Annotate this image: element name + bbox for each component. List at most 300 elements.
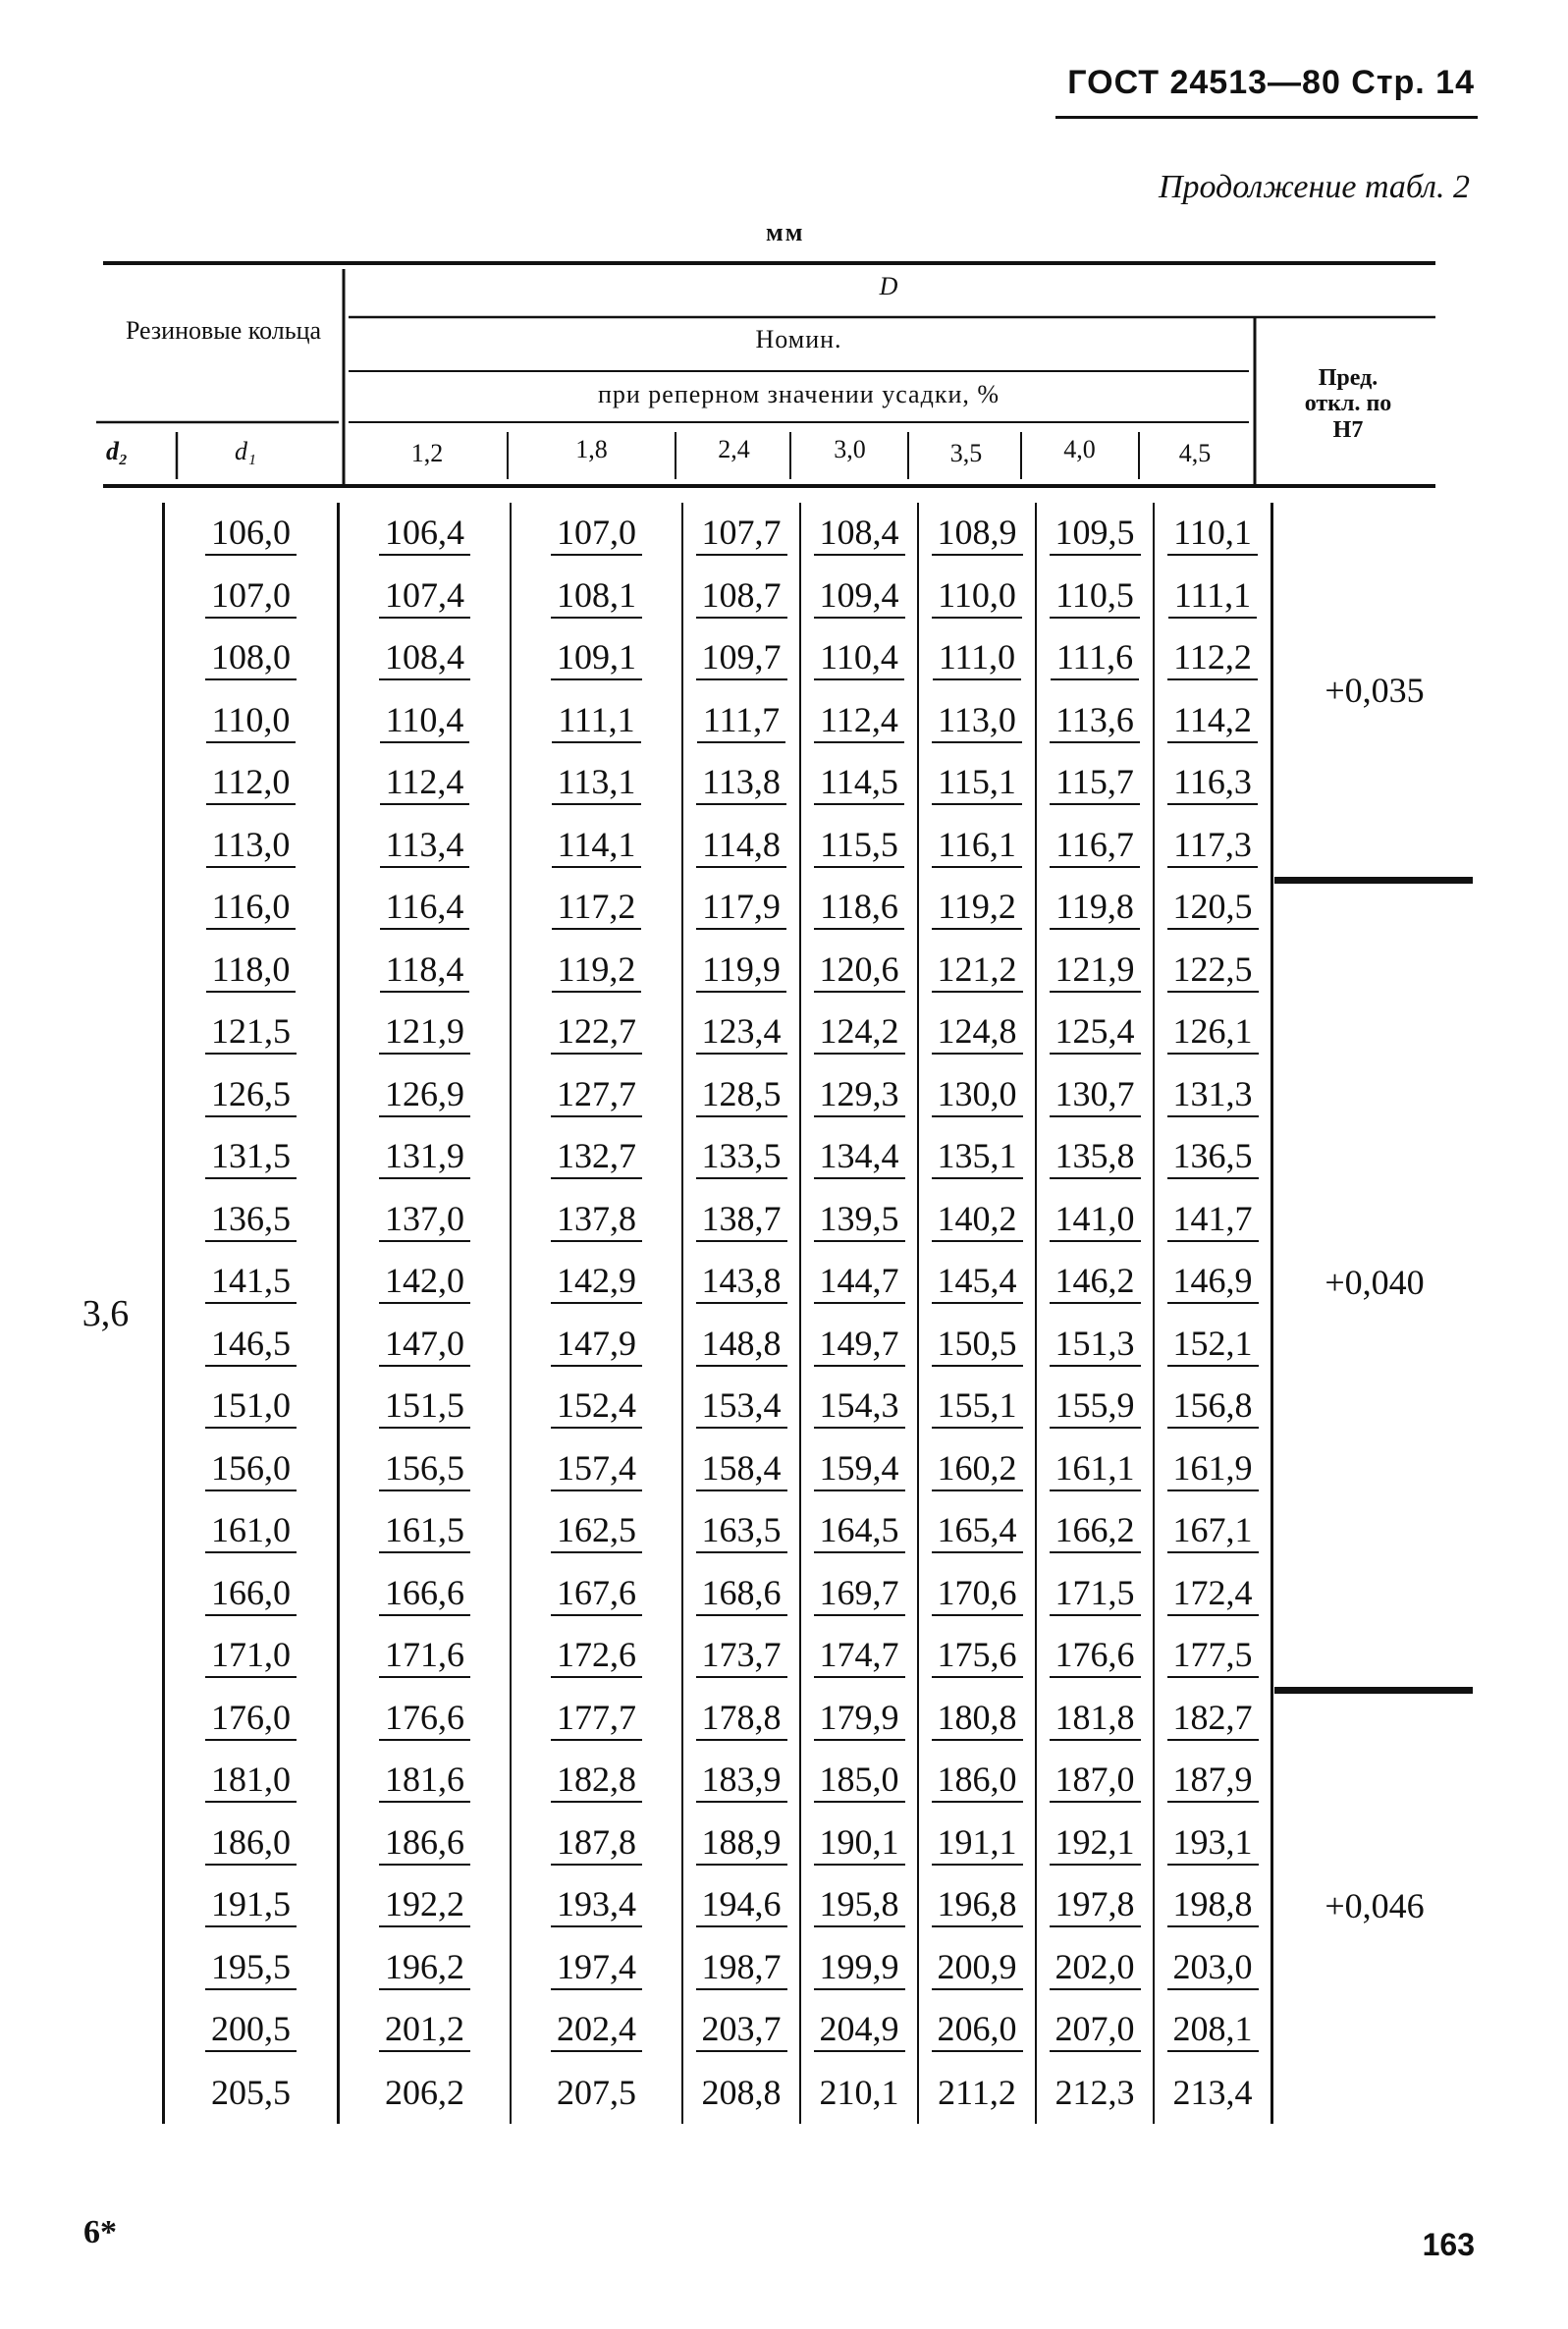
cell-value: 188,9	[696, 1821, 787, 1866]
nominal-d-cell	[682, 1750, 800, 1813]
cell-value: 120,6	[814, 948, 905, 993]
cell-value: 131,5	[205, 1135, 297, 1179]
nominal-d-cell	[918, 2062, 1036, 2125]
cell-value: 126,5	[205, 1073, 297, 1117]
nominal-d-cell	[800, 627, 918, 690]
nominal-d-cell	[682, 940, 800, 1002]
nominal-d-cell	[682, 1126, 800, 1189]
shrinkage-value: 3,5	[949, 439, 983, 467]
nominal-d-cell	[1036, 1126, 1154, 1189]
cell-value: 143,8	[696, 1260, 787, 1304]
nominal-d-cell	[682, 1002, 800, 1064]
cell-value: 208,1	[1167, 2008, 1259, 2052]
nominal-d-cell	[1154, 815, 1272, 878]
nominal-d-cell	[1154, 1750, 1272, 1813]
nominal-d-cell	[1036, 1813, 1154, 1875]
cell-value: 130,0	[932, 1073, 1023, 1117]
nominal-d-cell	[918, 815, 1036, 878]
cell-value: 148,8	[696, 1323, 787, 1367]
cell-value: 111,1	[1168, 574, 1257, 619]
nominal-d-cell	[511, 1688, 682, 1751]
cell-value: 119,9	[696, 948, 786, 993]
cell-value: 144,7	[814, 1260, 905, 1304]
cell-value: 140,2	[932, 1198, 1023, 1242]
nominal-d-cell	[800, 1937, 918, 2000]
shrinkage-value: 3,0	[834, 435, 866, 463]
cell-value: 176,6	[1050, 1634, 1141, 1678]
cell-value: 151,5	[379, 1384, 470, 1429]
nominal-d-cell	[1154, 1813, 1272, 1875]
nominal-d-cell	[1036, 815, 1154, 878]
table-row	[49, 1937, 1476, 2000]
cell-value: 210,1	[819, 2072, 899, 2112]
nominal-d-cell	[511, 1750, 682, 1813]
cell-value: 132,7	[551, 1135, 642, 1179]
cell-value: 156,5	[379, 1447, 470, 1491]
nominal-d-cell	[800, 690, 918, 753]
nominal-d-cell	[1154, 1625, 1272, 1688]
nominal-d-cell	[800, 815, 918, 878]
cell-value: 114,5	[814, 761, 904, 805]
cell-value: 123,4	[696, 1010, 787, 1055]
nominal-d-cell	[918, 1189, 1036, 1252]
table-row	[49, 566, 1476, 628]
nominal-d-cell	[1036, 566, 1154, 628]
cell-value: 206,0	[932, 2008, 1023, 2052]
nominal-d-cell	[918, 566, 1036, 628]
cell-value: 116,7	[1050, 824, 1140, 868]
cell-value: 186,0	[205, 1821, 297, 1866]
d1-cell	[164, 1314, 339, 1377]
cell-value: 112,4	[814, 699, 904, 743]
table-row	[49, 1813, 1476, 1875]
cell-value: 149,7	[814, 1323, 905, 1367]
cell-value: 121,2	[932, 948, 1023, 993]
cell-value: 193,1	[1167, 1821, 1259, 1866]
cell-value: 150,5	[932, 1323, 1023, 1367]
nominal-d-cell	[511, 1500, 682, 1563]
cell-value: 135,1	[932, 1135, 1023, 1179]
cell-value: 106,0	[205, 512, 297, 556]
cell-value: 107,0	[205, 574, 297, 619]
d2-header: d₂	[105, 437, 129, 465]
nominal-d-cell	[800, 566, 918, 628]
cell-value: 115,7	[1050, 761, 1140, 805]
cell-value: 117,3	[1167, 824, 1258, 868]
cell-value: 160,2	[932, 1447, 1023, 1491]
cell-value: 116,4	[380, 886, 470, 930]
cell-value: 119,8	[1050, 886, 1140, 930]
cell-value: 112,0	[206, 761, 297, 805]
cell-value: 110,5	[1050, 574, 1140, 619]
cell-value: 112,4	[380, 761, 470, 805]
cell-value: 118,4	[380, 948, 470, 993]
cell-value: 190,1	[814, 1821, 905, 1866]
shrinkage-value: 1,2	[410, 439, 444, 467]
table-row	[49, 1500, 1476, 1563]
nominal-d-cell	[918, 1500, 1036, 1563]
cell-value: 208,8	[701, 2072, 782, 2112]
cell-value: 136,5	[1167, 1135, 1259, 1179]
table-row	[49, 1002, 1476, 1064]
nominal-d-cell	[800, 1874, 918, 1937]
nominal-d-cell	[511, 1126, 682, 1189]
cell-value: 119,2	[932, 886, 1022, 930]
cell-value: 192,1	[1050, 1821, 1141, 1866]
cell-value: 182,7	[1167, 1697, 1259, 1741]
nominal-d-cell	[1036, 1438, 1154, 1501]
nominal-d-cell	[511, 1999, 682, 2062]
nominal-d-cell	[918, 627, 1036, 690]
nominal-d-cell	[682, 1937, 800, 2000]
sheet-mark: 6*	[83, 2214, 117, 2250]
nominal-d-cell	[918, 1937, 1036, 2000]
nominal-d-cell	[800, 940, 918, 1002]
cell-value: 176,0	[205, 1697, 297, 1741]
cell-value: 175,6	[932, 1634, 1023, 1678]
shrinkage-header: при реперном значении усадки, %	[597, 380, 1000, 408]
nominal-d-cell	[1036, 1999, 1154, 2062]
document-header: ГОСТ 24513—80 Стр. 14	[1067, 64, 1475, 101]
cell-value: 156,8	[1167, 1384, 1259, 1429]
cell-value: 182,8	[551, 1759, 642, 1803]
nominal-d-cell	[1154, 2062, 1272, 2125]
nominal-d-cell	[339, 1813, 512, 1875]
d1-cell	[164, 815, 339, 878]
nominal-d-cell	[1036, 1251, 1154, 1314]
nominal-d-cell	[800, 2062, 918, 2125]
cell-value: 146,9	[1167, 1260, 1259, 1304]
cell-value: 110,1	[1167, 512, 1258, 556]
d1-cell	[164, 1874, 339, 1937]
nominal-d-cell	[800, 1064, 918, 1127]
d1-cell	[164, 877, 339, 940]
cell-value: 181,6	[379, 1759, 470, 1803]
cell-value: 121,9	[379, 1010, 470, 1055]
nominal-d-cell	[339, 1126, 512, 1189]
cell-value: 117,9	[696, 886, 786, 930]
nominal-d-cell	[682, 1999, 800, 2062]
cell-value: 115,1	[932, 761, 1022, 805]
cell-value: 146,5	[205, 1323, 297, 1367]
d1-cell	[164, 1438, 339, 1501]
nominal-d-cell	[800, 1376, 918, 1438]
cell-value: 116,3	[1167, 761, 1258, 805]
nominal-d-cell	[1036, 1500, 1154, 1563]
nominal-d-cell	[511, 1376, 682, 1438]
table-row	[49, 1874, 1476, 1937]
table-row	[49, 1625, 1476, 1688]
nominal-d-cell	[1036, 1750, 1154, 1813]
table-row	[49, 1688, 1476, 1751]
table-continuation-caption: Продолжение табл. 2	[1158, 169, 1470, 205]
cell-value: 180,8	[932, 1697, 1023, 1741]
cell-value: 179,9	[814, 1697, 905, 1741]
cell-value: 125,4	[1050, 1010, 1141, 1055]
cell-value: 128,5	[696, 1073, 787, 1117]
cell-value: 119,2	[552, 948, 642, 993]
nominal-d-cell	[1154, 1002, 1272, 1064]
cell-value: 198,7	[696, 1946, 787, 1990]
nominal-d-cell	[800, 1750, 918, 1813]
nominal-d-cell	[1036, 1937, 1154, 2000]
cell-value: 118,6	[814, 886, 904, 930]
cell-value: 154,3	[814, 1384, 905, 1429]
table-row	[49, 1064, 1476, 1127]
rubber-rings-header: Резиновые кольца	[125, 316, 322, 345]
nominal-d-cell	[339, 815, 512, 878]
cell-value: 110,4	[814, 636, 904, 680]
table-row	[49, 1189, 1476, 1252]
nominal-d-cell	[511, 815, 682, 878]
nominal-d-cell	[511, 1251, 682, 1314]
tolerance-value: +0,046	[1325, 1885, 1425, 1925]
cell-value: 187,8	[551, 1821, 642, 1866]
table-row	[49, 503, 1476, 566]
nominal-d-cell	[682, 2062, 800, 2125]
dimensions-table	[49, 503, 1476, 2124]
nominal-d-cell	[511, 503, 682, 566]
cell-value: 112,2	[1167, 636, 1258, 680]
nominal-d-cell	[1036, 627, 1154, 690]
nominal-d-cell	[918, 1750, 1036, 1813]
cell-value: 151,0	[205, 1384, 297, 1429]
nominal-d-cell	[800, 1314, 918, 1377]
cell-value: 142,9	[551, 1260, 642, 1304]
d1-cell	[164, 1813, 339, 1875]
cell-value: 121,5	[205, 1010, 297, 1055]
cell-value: 141,7	[1167, 1198, 1259, 1242]
nominal-d-cell	[682, 1314, 800, 1377]
units-label: мм	[766, 218, 805, 246]
cell-value: 110,0	[206, 699, 297, 743]
cell-value: 107,0	[551, 512, 642, 556]
nominal-d-cell	[918, 1874, 1036, 1937]
nominal-d-cell	[1154, 1688, 1272, 1751]
cell-value: 152,4	[551, 1384, 642, 1429]
d1-cell	[164, 752, 339, 815]
d1-cell	[164, 1126, 339, 1189]
nominal-d-cell	[918, 1064, 1036, 1127]
nominal-d-cell	[918, 1126, 1036, 1189]
nominal-d-cell	[1036, 2062, 1154, 2125]
cell-value: 171,6	[379, 1634, 470, 1678]
cell-value: 155,9	[1050, 1384, 1141, 1429]
cell-value: 111,6	[1051, 636, 1139, 680]
cell-value: 145,4	[932, 1260, 1023, 1304]
d1-cell	[164, 940, 339, 1002]
cell-value: 205,5	[211, 2072, 291, 2112]
nominal-d-cell	[1036, 877, 1154, 940]
cell-value: 213,4	[1172, 2072, 1253, 2112]
cell-value: 113,6	[1050, 699, 1140, 743]
nominal-d-cell	[511, 690, 682, 753]
nominal-d-cell	[800, 1500, 918, 1563]
cell-value: 202,4	[551, 2008, 642, 2052]
nominal-d-cell	[800, 1189, 918, 1252]
nominal-d-cell	[339, 1625, 512, 1688]
cell-value: 161,0	[205, 1509, 297, 1553]
cell-value: 111,1	[552, 699, 640, 743]
cell-value: 172,4	[1167, 1572, 1259, 1616]
nominal-header: Номин.	[755, 325, 842, 353]
d1-header: d₁	[234, 437, 257, 465]
nominal-d-cell	[339, 1688, 512, 1751]
d1-cell	[164, 1376, 339, 1438]
cell-value: 120,5	[1167, 886, 1259, 930]
nominal-d-cell	[511, 1625, 682, 1688]
d2-value: 3,6	[49, 503, 164, 2124]
cell-value: 109,7	[696, 636, 787, 680]
cell-value: 194,6	[696, 1883, 787, 1927]
cell-value: 174,7	[814, 1634, 905, 1678]
nominal-d-cell	[511, 940, 682, 1002]
cell-value: 200,9	[932, 1946, 1023, 1990]
nominal-d-cell	[1154, 1314, 1272, 1377]
cell-value: 164,5	[814, 1509, 905, 1553]
cell-value: 129,3	[814, 1073, 905, 1117]
nominal-d-cell	[918, 1563, 1036, 1626]
cell-value: 109,5	[1050, 512, 1141, 556]
nominal-d-cell	[918, 1813, 1036, 1875]
cell-value: 167,6	[551, 1572, 642, 1616]
nominal-d-cell	[339, 1563, 512, 1626]
cell-value: 122,5	[1167, 948, 1259, 993]
d1-cell	[164, 1251, 339, 1314]
d1-cell	[164, 627, 339, 690]
cell-value: 108,1	[551, 574, 642, 619]
cell-value: 141,0	[1050, 1198, 1141, 1242]
cell-value: 113,4	[380, 824, 470, 868]
cell-value: 116,1	[932, 824, 1022, 868]
cell-value: 171,5	[1050, 1572, 1141, 1616]
cell-value: 115,5	[814, 824, 904, 868]
cell-value: 117,2	[552, 886, 642, 930]
nominal-d-cell	[511, 1002, 682, 1064]
cell-value: 111,7	[697, 699, 785, 743]
cell-value: 191,5	[205, 1883, 297, 1927]
cell-value: 108,4	[379, 636, 470, 680]
cell-value: 110,0	[932, 574, 1022, 619]
cell-value: 200,5	[205, 2008, 297, 2052]
nominal-d-cell	[682, 752, 800, 815]
nominal-d-cell	[339, 1937, 512, 2000]
table-row	[49, 690, 1476, 753]
nominal-d-cell	[1036, 1314, 1154, 1377]
cell-value: 153,4	[696, 1384, 787, 1429]
cell-value: 158,4	[696, 1447, 787, 1491]
cell-value: 199,9	[814, 1946, 905, 1990]
cell-value: 191,1	[932, 1821, 1023, 1866]
cell-value: 186,0	[932, 1759, 1023, 1803]
nominal-d-cell	[1036, 1563, 1154, 1626]
shrinkage-value: 2,4	[718, 435, 750, 463]
cell-value: 207,0	[1050, 2008, 1141, 2052]
table-row	[49, 627, 1476, 690]
cell-value: 157,4	[551, 1447, 642, 1491]
nominal-d-cell	[511, 1064, 682, 1127]
cell-value: 202,0	[1050, 1946, 1141, 1990]
table-row	[49, 2062, 1476, 2125]
nominal-d-cell	[511, 1937, 682, 2000]
nominal-d-cell	[800, 1563, 918, 1626]
nominal-d-cell	[511, 627, 682, 690]
nominal-d-cell	[1154, 1500, 1272, 1563]
cell-value: 141,5	[205, 1260, 297, 1304]
cell-value: 134,4	[814, 1135, 905, 1179]
nominal-d-cell	[339, 503, 512, 566]
cell-value: 195,5	[205, 1946, 297, 1990]
d1-cell	[164, 1189, 339, 1252]
d1-cell	[164, 2062, 339, 2125]
cell-value: 138,7	[696, 1198, 787, 1242]
cell-value: 108,4	[814, 512, 905, 556]
nominal-d-cell	[339, 940, 512, 1002]
nominal-d-cell	[1036, 940, 1154, 1002]
cell-value: 114,1	[552, 824, 642, 868]
nominal-d-cell	[1154, 1937, 1272, 2000]
nominal-d-cell	[682, 877, 800, 940]
nominal-d-cell	[1154, 1376, 1272, 1438]
d1-cell	[164, 566, 339, 628]
nominal-d-cell	[1154, 1438, 1272, 1501]
nominal-d-cell	[1154, 566, 1272, 628]
cell-value: 118,0	[206, 948, 297, 993]
nominal-d-cell	[511, 1813, 682, 1875]
nominal-d-cell	[1154, 503, 1272, 566]
nominal-d-cell	[682, 1500, 800, 1563]
nominal-d-cell	[511, 1563, 682, 1626]
cell-value: 163,5	[696, 1509, 787, 1553]
nominal-d-cell	[511, 566, 682, 628]
cell-value: 178,8	[696, 1697, 787, 1741]
cell-value: 109,4	[814, 574, 905, 619]
nominal-d-cell	[682, 1874, 800, 1937]
nominal-d-cell	[682, 566, 800, 628]
nominal-d-cell	[339, 752, 512, 815]
table-row	[49, 1563, 1476, 1626]
nominal-d-cell	[682, 627, 800, 690]
cell-value: 193,4	[551, 1883, 642, 1927]
nominal-d-cell	[800, 1126, 918, 1189]
nominal-d-cell	[511, 1189, 682, 1252]
nominal-d-cell	[918, 1999, 1036, 2062]
nominal-d-cell	[682, 1813, 800, 1875]
d1-cell	[164, 1064, 339, 1127]
nominal-d-cell	[511, 1438, 682, 1501]
table-row	[49, 752, 1476, 815]
cell-value: 108,7	[696, 574, 787, 619]
cell-value: 108,9	[932, 512, 1023, 556]
cell-value: 111,0	[933, 636, 1021, 680]
nominal-d-cell	[800, 1438, 918, 1501]
cell-value: 212,3	[1054, 2072, 1135, 2112]
cell-value: 135,8	[1050, 1135, 1141, 1179]
cell-value: 195,8	[814, 1883, 905, 1927]
nominal-d-cell	[1154, 1999, 1272, 2062]
d1-cell	[164, 1750, 339, 1813]
cell-value: 107,7	[696, 512, 787, 556]
table-row	[49, 1126, 1476, 1189]
cell-value: 137,8	[551, 1198, 642, 1242]
cell-value: 169,7	[814, 1572, 905, 1616]
tolerance-header: Пред. откл. по Н7	[1304, 365, 1392, 443]
nominal-d-cell	[918, 1314, 1036, 1377]
nominal-d-cell	[918, 690, 1036, 753]
cell-value: 181,8	[1050, 1697, 1141, 1741]
cell-value: 130,7	[1050, 1073, 1141, 1117]
nominal-d-cell	[800, 1625, 918, 1688]
